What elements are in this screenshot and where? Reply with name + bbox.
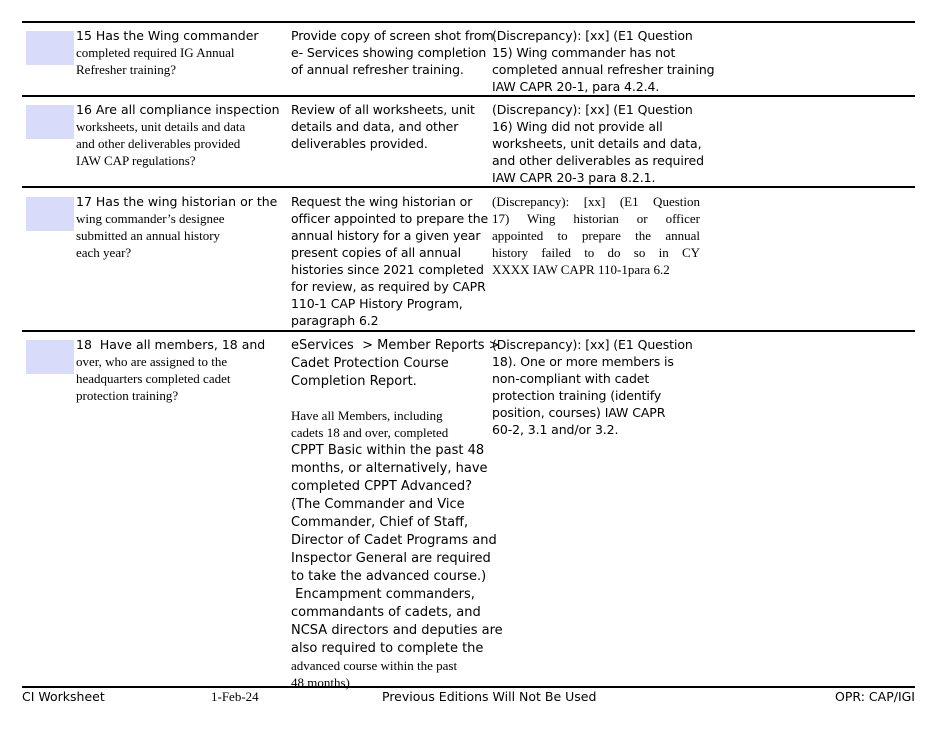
discrepancy-cell: (Discrepancy): [xx] (E1 Question 17) Wing historian or officer appointed to prepare the annual history failed to do so in CY XXXX IAW CAPR 110-1para 6.2: [492, 194, 700, 277]
question-cell: 15 Has the Wing commander completed required IG Annual Refresher training?: [76, 28, 259, 77]
footer-notice: Previous Editions Will Not Be Used: [382, 689, 597, 704]
row-divider: [22, 21, 915, 23]
response-box[interactable]: [26, 340, 74, 374]
footer-form-name: CI Worksheet: [22, 689, 105, 704]
footer-date: 1-Feb-24: [211, 689, 259, 704]
page-footer: [22, 689, 915, 707]
row-divider: [22, 330, 915, 332]
guidance-cell: Request the wing historian or officer appointed to prepare the annual history for a given year present copies of all annual histories since 2021 completed for review, as required by CAPR 110-1 CAP History Program, paragraph 6.2: [291, 194, 489, 328]
response-box[interactable]: [26, 197, 74, 231]
discrepancy-cell: (Discrepancy): [xx] (E1 Question 18). One or more members is non-compliant with cadet protection training (identify position, courses) IAW CAPR 60-2, 3.1 and/or 3.2.: [492, 337, 693, 437]
response-box[interactable]: [26, 31, 74, 65]
footer-opr: OPR: CAP/IGI: [835, 689, 915, 704]
table-row: [22, 101, 915, 185]
guidance-cell: Provide copy of screen shot from e- Services showing completion of annual refresher training.: [291, 28, 494, 77]
table-row: [22, 27, 915, 93]
guidance-cell: Review of all worksheets, unit details and data, and other deliverables provided.: [291, 102, 475, 151]
question-cell: 17 Has the wing historian or the wing commander’s designee submitted an annual history each year?: [76, 194, 278, 260]
table-row: [22, 193, 915, 329]
discrepancy-cell: (Discrepancy): [xx] (E1 Question 15) Wing commander has not completed annual refresher training IAW CAPR 20-1, para 4.2.4.: [492, 28, 715, 94]
row-divider: [22, 95, 915, 97]
question-cell: 16 Are all compliance inspection worksheets, unit details and data and other deliverables provided IAW CAP regulations?: [76, 102, 280, 168]
response-box[interactable]: [26, 105, 74, 139]
table-row: [22, 336, 915, 690]
row-divider: [22, 186, 915, 188]
discrepancy-cell: (Discrepancy): [xx] (E1 Question 16) Wing did not provide all worksheets, unit details and data, and other deliverables as required IAW CAPR 20-3 para 8.2.1.: [492, 102, 704, 185]
guidance-cell: eServices > Member Reports > Cadet Protection Course Completion Report. Have all Members, including cadets 18 and over, completed CPPT Basic within the past 48 months, or alternatively, have completed CPPT Advanced? (The Commander and Vice Commander, Chief of Staff, Director of Cadet Programs and Inspector General are required to take the advanced course.) Encampment commanders, commandants of cadets, and NCSA directors and deputies are also required to complete the advanced course within the past 48 months): [291, 338, 503, 690]
question-cell: 18 Have all members, 18 and over, who are assigned to the headquarters completed cadet protection training?: [76, 337, 266, 403]
